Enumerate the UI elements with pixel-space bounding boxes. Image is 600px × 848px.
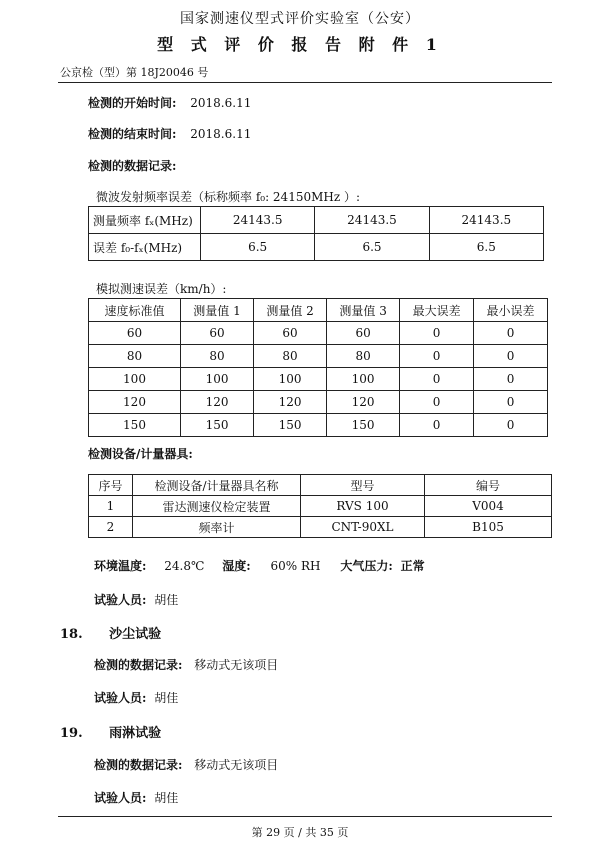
tester-row — [94, 591, 178, 608]
speed-cell: 150 — [181, 414, 254, 437]
speed-cell: 80 — [254, 345, 327, 368]
speed-cell: 120 — [327, 391, 400, 414]
speed-cell: 60 — [181, 322, 254, 345]
section-18-records — [94, 656, 278, 673]
doc-suffix: 号 — [197, 66, 209, 79]
equipment-cell: 频率计 — [133, 517, 301, 538]
humidity-label: 湿度: — [222, 559, 251, 573]
section-18-number: 18. — [60, 627, 83, 642]
equipment-cell: 2 — [89, 517, 133, 538]
speed-cell: 0 — [400, 391, 474, 414]
equipment-cell: CNT-90XL — [301, 517, 425, 538]
freq-cell: 6.5 — [429, 234, 543, 261]
speed-cell: 100 — [89, 368, 181, 391]
speed-cell: 0 — [474, 368, 548, 391]
freq-cell: 6.5 — [315, 234, 429, 261]
start-time-row — [88, 94, 251, 111]
end-time-value: 2018.6.11 — [190, 127, 252, 141]
freq-row-error — [89, 234, 544, 261]
end-time-label: 检测的结束时间: — [88, 127, 177, 141]
speed-row — [89, 345, 548, 368]
speed-header-row — [89, 299, 548, 322]
section-18-title: 沙尘试验 — [109, 627, 162, 642]
equipment-header-row — [89, 475, 552, 496]
equipment-row — [89, 517, 552, 538]
pressure-label: 大气压力: — [340, 559, 393, 573]
section-18-heading — [60, 623, 161, 642]
equipment-cell: 1 — [89, 496, 133, 517]
section-19-tester — [94, 789, 178, 806]
section-18-tester-name: 胡佳 — [154, 691, 179, 705]
speed-cell: 60 — [254, 322, 327, 345]
equipment-title: 检测设备/计量器具: — [88, 447, 193, 461]
speed-header: 最大误差 — [400, 299, 474, 322]
speed-cell: 60 — [327, 322, 400, 345]
speed-row — [89, 322, 548, 345]
pressure-value: 正常 — [400, 559, 425, 573]
speed-cell: 100 — [327, 368, 400, 391]
freq-row-label: 误差 f₀-fₓ(MHz) — [89, 234, 201, 261]
tester-name: 胡佳 — [154, 593, 179, 607]
speed-cell: 80 — [181, 345, 254, 368]
speed-header: 速度标准值 — [89, 299, 181, 322]
equipment-cell: V004 — [425, 496, 552, 517]
speed-cell: 100 — [254, 368, 327, 391]
equipment-cell: 雷达测速仪检定装置 — [133, 496, 301, 517]
speed-header: 最小误差 — [474, 299, 548, 322]
speed-cell: 0 — [400, 368, 474, 391]
freq-row-label: 测量频率 fₓ(MHz) — [89, 207, 201, 234]
section-19-tester-label: 试验人员: — [94, 791, 147, 805]
equipment-table — [88, 474, 552, 538]
freq-row-measured — [89, 207, 544, 234]
freq-cell: 6.5 — [201, 234, 315, 261]
equipment-row — [89, 496, 552, 517]
lab-name: 国家测速仪型式评价实验室（公安） — [180, 11, 420, 27]
speed-cell: 80 — [327, 345, 400, 368]
speed-cell: 120 — [89, 391, 181, 414]
temperature-label: 环境温度: — [94, 559, 147, 573]
speed-cell: 0 — [474, 345, 548, 368]
section-19-records-label: 检测的数据记录: — [94, 758, 183, 772]
speed-header: 测量值 1 — [181, 299, 254, 322]
document-number — [60, 64, 208, 80]
humidity-value: 60% RH — [270, 559, 321, 573]
speed-table — [88, 298, 548, 437]
equipment-cell: B105 — [425, 517, 552, 538]
doc-no: 18J20046 — [140, 66, 194, 79]
section-19-title: 雨淋试验 — [109, 726, 162, 741]
speed-cell: 0 — [400, 322, 474, 345]
speed-header: 测量值 2 — [254, 299, 327, 322]
speed-caption: 模拟测速误差（km/h）: — [96, 282, 227, 296]
section-18-records-label: 检测的数据记录: — [94, 658, 183, 672]
data-records-label: 检测的数据记录: — [88, 159, 177, 173]
speed-cell: 0 — [400, 414, 474, 437]
freq-cell: 24143.5 — [315, 207, 429, 234]
speed-cell: 120 — [181, 391, 254, 414]
end-time-row — [88, 125, 251, 142]
page-number: 第 29 页 / 共 35 页 — [251, 826, 349, 839]
footer-rule — [58, 816, 552, 817]
speed-cell: 120 — [254, 391, 327, 414]
section-19-records — [94, 756, 278, 773]
equipment-header: 序号 — [89, 475, 133, 496]
start-time-value: 2018.6.11 — [190, 96, 252, 110]
speed-row — [89, 368, 548, 391]
speed-cell: 150 — [89, 414, 181, 437]
speed-cell: 60 — [89, 322, 181, 345]
speed-cell: 150 — [254, 414, 327, 437]
speed-cell: 0 — [474, 391, 548, 414]
speed-cell: 0 — [474, 414, 548, 437]
speed-cell: 150 — [327, 414, 400, 437]
section-19-tester-name: 胡佳 — [154, 791, 179, 805]
equipment-header: 编号 — [425, 475, 552, 496]
section-18-tester — [94, 689, 178, 706]
speed-cell: 0 — [474, 322, 548, 345]
section-19-number: 19. — [60, 726, 83, 741]
freq-table — [88, 206, 544, 261]
start-time-label: 检测的开始时间: — [88, 96, 177, 110]
section-19-heading — [60, 722, 161, 741]
speed-cell: 80 — [89, 345, 181, 368]
speed-cell: 0 — [400, 345, 474, 368]
environment-row — [94, 557, 425, 574]
tester-label: 试验人员: — [94, 593, 147, 607]
equipment-header: 型号 — [301, 475, 425, 496]
speed-row — [89, 414, 548, 437]
freq-caption: 微波发射频率误差（标称频率 f₀: 24150MHz ）: — [96, 190, 361, 204]
freq-cell: 24143.5 — [201, 207, 315, 234]
section-18-tester-label: 试验人员: — [94, 691, 147, 705]
doc-prefix: 公京检（型）第 — [60, 66, 137, 79]
speed-row — [89, 391, 548, 414]
section-19-records-value: 移动式无该项目 — [194, 758, 279, 772]
equipment-header: 检测设备/计量器具名称 — [133, 475, 301, 496]
report-title: 型 式 评 价 报 告 附 件 1 — [157, 35, 443, 54]
header-rule — [58, 82, 552, 83]
speed-cell: 100 — [181, 368, 254, 391]
section-18-records-value: 移动式无该项目 — [194, 658, 279, 672]
temperature-value: 24.8℃ — [164, 559, 205, 573]
equipment-cell: RVS 100 — [301, 496, 425, 517]
freq-cell: 24143.5 — [429, 207, 543, 234]
speed-header: 测量值 3 — [327, 299, 400, 322]
